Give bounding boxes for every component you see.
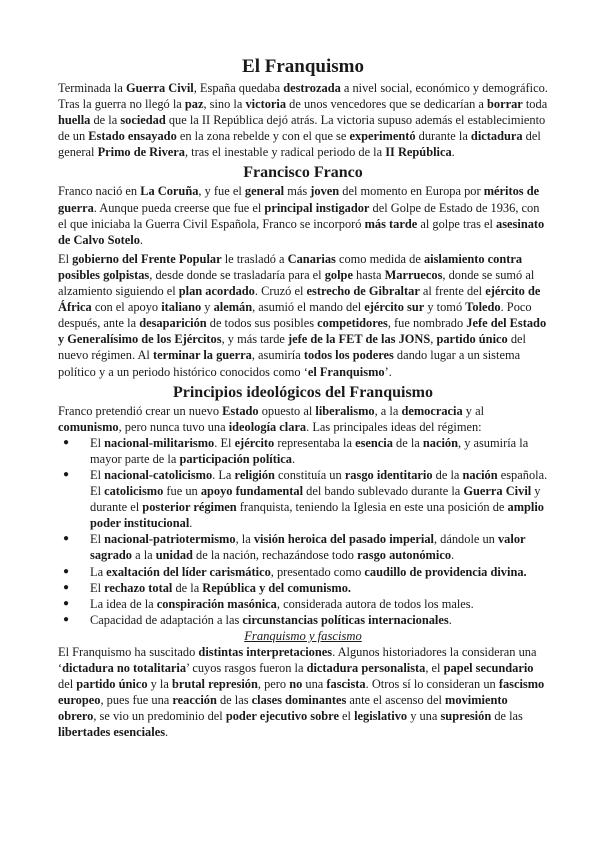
- text-run: , fue nombrado: [387, 316, 467, 331]
- text-run: fue un: [163, 484, 201, 499]
- text-run: , y asumiría la mayor parte de la: [90, 435, 529, 466]
- text-run: española. El: [90, 467, 548, 499]
- text-run: , sino la: [203, 97, 246, 112]
- bold-text: Toledo: [465, 300, 501, 315]
- bold-text: libertades esenciales: [58, 725, 166, 740]
- text-run: Terminada la: [58, 81, 126, 95]
- text-run: y la: [147, 677, 172, 692]
- text-run: del nuevo régimen. Al: [58, 332, 526, 363]
- bold-text: amplio poder institucional: [90, 500, 544, 531]
- text-run: , dándole un: [433, 532, 498, 547]
- text-run: a la: [132, 548, 156, 563]
- text-run: , pero: [257, 677, 290, 692]
- bold-text: liberalismo: [315, 403, 375, 418]
- bold-text: experimentó: [349, 129, 416, 144]
- bold-text: competidores: [317, 316, 388, 331]
- text-run: constituía un: [274, 467, 345, 482]
- text-run: . Poco después, ante la: [58, 300, 532, 331]
- text-run: , se vio un predominio del: [93, 709, 226, 724]
- bold-text: exaltación del líder carismático: [106, 564, 271, 579]
- text-run: franquista, teniendo la Iglesia en este una posición de: [236, 500, 508, 515]
- text-run: La: [90, 564, 107, 579]
- franco-paragraph-2: [58, 251, 548, 380]
- bold-text: fascista: [326, 677, 366, 692]
- bold-text: reacción: [172, 693, 217, 708]
- bold-text: méritos de guerra: [58, 184, 540, 215]
- bold-text: Estado ensayado: [88, 129, 177, 144]
- text-run: de las: [491, 709, 523, 724]
- bold-text: La Coruña: [140, 184, 199, 199]
- bold-text: nacional-patriotermismo: [104, 532, 236, 547]
- text-run: ’.: [384, 364, 392, 379]
- text-run: del general: [58, 129, 541, 160]
- bold-text: movimiento obrero: [58, 693, 508, 724]
- section-heading-fascismo: Franquismo y fascismo: [244, 628, 362, 643]
- bold-text: italiano: [161, 300, 202, 315]
- bold-text: alemán: [213, 300, 253, 315]
- principios-paragraph: [58, 403, 548, 435]
- text-run: .: [165, 725, 169, 740]
- text-run: , pero nunca tuvo una: [118, 419, 229, 434]
- text-run: . El: [214, 435, 235, 450]
- bold-text: dictadura personalista: [306, 661, 426, 675]
- bold-text: legislativo: [354, 709, 408, 724]
- principios-list: [58, 435, 548, 628]
- bold-text: el Franquismo: [307, 364, 385, 379]
- bold-text: Jefe del Estado y Generalísimo de los Ejércitos: [58, 316, 547, 347]
- document-title: El Franquismo: [242, 56, 364, 77]
- text-run: Franco nació en: [58, 184, 141, 199]
- bold-text: ejército: [234, 435, 275, 450]
- franco-paragraph-1: [58, 183, 548, 247]
- bold-text: poder ejecutivo sobre: [225, 709, 339, 724]
- bold-text: dictadura: [470, 129, 523, 144]
- text-run: , y más tarde: [221, 332, 288, 347]
- bold-text: caudillo de providencia divina.: [364, 564, 527, 579]
- text-run: y tomó: [424, 300, 466, 315]
- list-item: [90, 612, 548, 628]
- text-run: El Franquismo ha suscitado: [58, 644, 199, 659]
- text-run: del momento en Europa por: [339, 184, 484, 199]
- fascismo-paragraph: [58, 644, 548, 741]
- text-run: .: [189, 516, 193, 531]
- text-run: al frente del: [419, 284, 486, 299]
- text-run: ’ cuyos rasgos fueron la: [186, 661, 307, 675]
- text-run: , y fue el: [198, 184, 245, 199]
- text-run: le trasladó a: [221, 251, 288, 266]
- text-run: en la zona rebelde y con el que se: [176, 129, 350, 144]
- text-run: ante el ascenso del: [346, 693, 446, 708]
- text-run: del Golpe de Estado de 1936, con el que iniciaba la Guerra Civil Española, Franco se incorporó: [58, 200, 540, 231]
- bold-text: distintas interpretaciones: [198, 644, 333, 659]
- text-run: . La: [212, 467, 235, 482]
- bold-text: brutal represión: [171, 677, 258, 692]
- bold-text: gobierno del Frente Popular: [72, 251, 222, 266]
- text-run: de las: [216, 693, 252, 708]
- bold-text: unidad: [155, 548, 193, 563]
- bold-text: desaparición: [139, 316, 207, 331]
- text-run: . Algunos historiadores la consideran una ‘: [58, 644, 537, 675]
- bold-text: nación: [422, 435, 458, 450]
- text-run: , a la: [374, 403, 402, 418]
- bold-text: aislamiento contra posibles golpistas: [58, 251, 523, 282]
- text-run: a nivel social, económico y demográfico. Tras la guerra no llegó la: [58, 81, 548, 112]
- list-item: [90, 580, 548, 596]
- text-run: con el apoyo: [91, 300, 162, 315]
- text-run: .: [292, 451, 296, 466]
- bold-text: valor sagrado: [90, 532, 526, 563]
- bold-text: clases dominantes: [251, 693, 347, 708]
- bold-text: papel secundario: [443, 661, 534, 675]
- text-run: una: [302, 677, 327, 692]
- text-run: , asumiría: [251, 348, 304, 363]
- text-run: al golpe tras el: [417, 216, 497, 231]
- text-run: .: [451, 145, 455, 160]
- text-run: , pues fue una: [100, 693, 173, 708]
- bold-text: posterior régimen: [142, 500, 237, 515]
- text-run: ,: [430, 332, 437, 347]
- text-run: , donde se sumó al alzamiento siguiendo el: [58, 267, 535, 299]
- text-run: , asumió el mando del: [252, 300, 365, 315]
- bold-text: estrecho de Gibraltar: [306, 284, 420, 299]
- bold-text: asesinato de Calvo Sotelo: [58, 216, 545, 247]
- text-run: y: [201, 300, 214, 315]
- text-run: , tras el inestable y radical periodo de la: [184, 145, 386, 160]
- bold-text: apoyo fundamental: [200, 484, 304, 499]
- bold-text: borrar: [486, 97, 523, 112]
- bold-text: circunstancias políticas internacionales: [242, 612, 449, 627]
- bold-text: participación política: [179, 451, 292, 466]
- bold-text: esencia: [355, 435, 393, 450]
- text-run: del: [58, 677, 77, 692]
- list-item: [90, 596, 548, 612]
- list-item: [90, 531, 548, 563]
- text-run: dando lugar a un sistema político y a un periodo histórico conocidos como ‘: [58, 348, 521, 379]
- bold-text: fascismo europeo: [58, 677, 545, 708]
- text-run: .: [448, 612, 452, 627]
- bold-text: más tarde: [364, 216, 418, 231]
- list-item: [90, 564, 548, 580]
- bold-text: ejército sur: [364, 300, 425, 315]
- text-run: El: [90, 435, 105, 450]
- bold-text: paz: [184, 97, 204, 112]
- text-run: y durante el: [90, 484, 541, 515]
- bold-text: rasgo autonómico: [357, 548, 452, 563]
- bold-text: ideología clara: [228, 419, 307, 434]
- section-heading-franco: Francisco Franco: [243, 164, 363, 182]
- bold-text: destrozada: [283, 81, 341, 95]
- text-run: .: [139, 232, 144, 247]
- bold-text: nacional-militarismo: [104, 435, 215, 450]
- list-item: [90, 467, 548, 531]
- bold-text: rechazo total: [104, 580, 173, 595]
- bold-text: conspiración masónica: [156, 596, 277, 611]
- bold-text: jefe de la FET de las JONS: [287, 332, 431, 347]
- bold-text: Canarias: [287, 251, 336, 266]
- bold-text: todos los poderes: [303, 348, 394, 363]
- bold-text: Estado: [222, 403, 259, 418]
- bold-text: rasgo identitario: [344, 467, 433, 482]
- bold-text: partido único: [76, 677, 148, 692]
- bold-text: comunismo: [58, 419, 119, 434]
- intro-paragraph: [58, 80, 548, 160]
- bold-text: Marruecos: [384, 267, 443, 282]
- text-run: opuesto al: [258, 403, 316, 418]
- bold-text: victoria: [245, 97, 287, 112]
- bold-text: ejército de África: [58, 284, 541, 315]
- bold-text: Guerra Civil: [463, 484, 532, 499]
- text-run: más: [284, 184, 311, 199]
- bold-text: no: [289, 677, 303, 692]
- bold-text: catolicismo: [104, 484, 164, 499]
- text-run: , presentado como: [270, 564, 365, 579]
- text-run: El: [90, 580, 105, 595]
- text-run: , considerada autora de todos los males.: [276, 596, 474, 611]
- bold-text: golpe: [324, 267, 353, 282]
- text-run: de la: [392, 435, 423, 450]
- text-run: de la: [172, 580, 203, 595]
- text-run: el: [338, 709, 355, 724]
- bold-text: terminar la guerra: [152, 348, 252, 363]
- text-run: El: [90, 467, 105, 482]
- text-run: hasta: [352, 267, 385, 282]
- bold-text: joven: [310, 184, 340, 199]
- bold-text: Guerra Civil: [125, 81, 194, 95]
- bold-text: plan acordado: [178, 284, 255, 299]
- text-run: como medida de: [335, 251, 424, 266]
- text-run: Franco pretendió crear un nuevo: [58, 403, 223, 418]
- bold-text: democracia: [401, 403, 463, 418]
- text-run: representaba la: [274, 435, 356, 450]
- bold-text: nación: [462, 467, 498, 482]
- bold-text: dictadura no totalitaria: [62, 661, 187, 675]
- text-run: de la nación, rechazándose todo: [192, 548, 358, 563]
- bold-text: supresión: [440, 709, 492, 724]
- text-run: de todos sus posibles: [206, 316, 318, 331]
- text-run: La idea de la: [90, 596, 157, 611]
- text-run: , la: [235, 532, 254, 547]
- bold-text: República y del comunismo.: [202, 580, 351, 595]
- text-run: , España quedaba: [193, 81, 284, 95]
- bold-text: principal instigador: [264, 200, 370, 215]
- text-run: que la II República dejó atrás. La victoria supuso además el establecimiento de un: [58, 113, 546, 144]
- bold-text: nacional-catolicismo: [104, 467, 213, 482]
- bold-text: II República: [385, 145, 452, 160]
- text-run: El: [90, 532, 105, 547]
- text-run: del bando sublevado durante la: [303, 484, 464, 499]
- text-run: , desde donde se trasladaría para el: [149, 267, 325, 282]
- text-run: toda: [522, 97, 548, 112]
- text-run: . Otros sí lo consideran un: [365, 677, 499, 692]
- bold-text: partido único: [436, 332, 508, 347]
- bold-text: visión heroica del pasado imperial: [253, 532, 434, 547]
- bold-text: sociedad: [120, 113, 166, 128]
- text-run: y una: [407, 709, 441, 724]
- bold-text: religión: [234, 467, 275, 482]
- text-run: , el: [425, 661, 444, 675]
- text-run: . Aunque pueda creerse que fue el: [93, 200, 265, 215]
- bold-text: general: [244, 184, 285, 199]
- text-run: de la: [432, 467, 463, 482]
- text-run: . Cruzó el: [254, 284, 307, 299]
- text-run: y al: [462, 403, 485, 418]
- text-run: durante la: [415, 129, 471, 144]
- bold-text: huella: [58, 113, 91, 128]
- text-run: .: [451, 548, 455, 563]
- text-run: de unos vencedores que se dedicarían a: [286, 97, 487, 112]
- section-heading-principios: Principios ideológicos del Franquismo: [172, 383, 433, 401]
- document-body: [58, 56, 548, 740]
- text-run: de la: [90, 113, 121, 128]
- text-run: El: [58, 251, 73, 266]
- list-item: [90, 435, 548, 467]
- text-run: . Las principales ideas del régimen:: [306, 419, 482, 434]
- bold-text: Primo de Rivera: [97, 145, 185, 160]
- text-run: Capacidad de adaptación a las: [90, 612, 243, 627]
